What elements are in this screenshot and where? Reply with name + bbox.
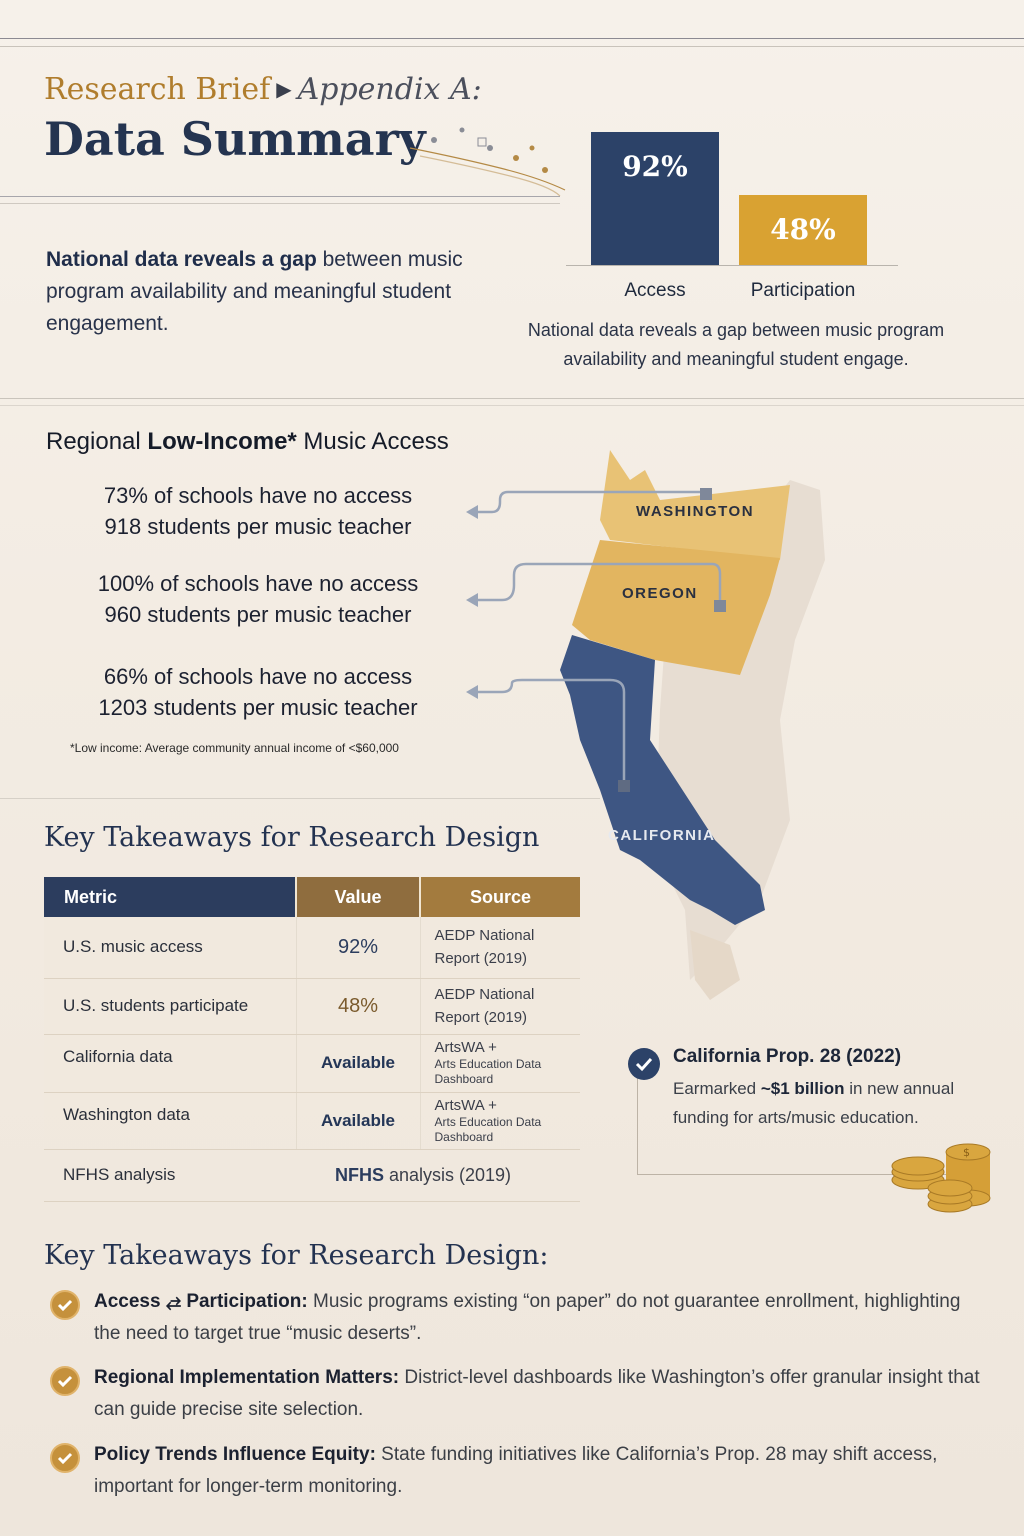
- merged-rest: analysis (2019): [383, 1164, 512, 1185]
- svg-text:$: $: [963, 1146, 970, 1159]
- metric-cell: Washington data: [44, 1092, 296, 1149]
- bar-category-label: Participation: [750, 280, 856, 301]
- table-row: [44, 1092, 580, 1149]
- state-label-washington: WASHINGTON: [636, 503, 755, 520]
- metric-cell: NFHS analysis: [44, 1149, 296, 1201]
- metrics-table: [44, 877, 580, 1202]
- regional-title-bold: Low-Income*: [147, 428, 297, 455]
- table-row: [44, 978, 580, 1034]
- takeaway-text: [94, 1286, 980, 1350]
- chart-caption: National data reveals a gap between music program availability and meaningful student engage.: [527, 320, 945, 369]
- callout-line: [637, 1070, 638, 1174]
- connector-lines: [462, 480, 732, 800]
- intro-rest: between music program availability and meaningful student engagement.: [46, 248, 463, 335]
- prop28-text: [673, 1074, 973, 1132]
- table-row: [44, 1034, 580, 1092]
- stat-line: 918 students per music teacher: [104, 514, 412, 539]
- coin-stack-icon: [888, 1140, 998, 1220]
- metric-cell: U.S. students participate: [44, 978, 296, 1034]
- takeaway-body: State funding initiatives like California’s Prop. 28 may shift access, important for longer-term monitoring.: [94, 1444, 938, 1497]
- table-header-metric: Metric: [44, 877, 296, 917]
- footnote: *Low income: Average community annual income of <$60,000: [70, 741, 399, 755]
- header-rule-secondary: [0, 203, 560, 204]
- source-sub: Arts Education Data Dashboard: [434, 1057, 542, 1086]
- value-text: 92%: [337, 935, 379, 958]
- intro-bold: National data reveals a gap: [46, 248, 317, 271]
- state-label-california: CALIFORNIA: [608, 827, 716, 844]
- section-rule-2: [0, 798, 600, 799]
- kicker-text: Research Brief: [44, 72, 271, 107]
- merged-bold: NFHS: [334, 1164, 384, 1185]
- table-header-value: Value: [296, 877, 420, 917]
- regional-title-post: Music Access: [296, 428, 449, 455]
- music-notes-icon: [400, 118, 570, 198]
- stat-california: [48, 661, 468, 723]
- table-row: [44, 917, 580, 978]
- stat-line: 66% of schools have no access: [103, 664, 413, 689]
- value-text: Available: [320, 1053, 396, 1072]
- stat-line: 960 students per music teacher: [104, 602, 412, 627]
- source-cell: [420, 1092, 580, 1149]
- section-rule: [0, 398, 1024, 399]
- source-cell: [420, 1034, 580, 1092]
- prop28-text-pre: Earmarked: [673, 1079, 761, 1098]
- stat-line: 100% of schools have no access: [97, 571, 419, 596]
- top-rule: [0, 38, 1024, 39]
- table-row: [44, 1149, 580, 1201]
- check-circle-icon: [50, 1443, 80, 1473]
- takeaway-text: [94, 1362, 980, 1426]
- value-text: 48%: [337, 994, 379, 1017]
- play-arrow-icon: ▶: [276, 77, 292, 101]
- chart-baseline: [566, 265, 898, 266]
- takeaway-bold: Access ⥄ Participation:: [94, 1291, 308, 1312]
- top-rule-secondary: [0, 46, 1024, 47]
- takeaways-title: Key Takeaways for Research Design:: [44, 1240, 549, 1271]
- merged-source-cell: [296, 1149, 580, 1201]
- kicker-appendix: Appendix A:: [297, 72, 482, 107]
- bar-value-label: 48%: [770, 213, 836, 246]
- table-section-title: Key Takeaways for Research Design: [44, 822, 540, 853]
- header-rule: [0, 196, 560, 197]
- source-sub: Arts Education Data Dashboard: [434, 1114, 542, 1144]
- source-cell: AEDP National Report (2019): [420, 917, 580, 978]
- bar-value-label: 92%: [622, 150, 688, 183]
- table-header-source: Source: [420, 877, 580, 917]
- prop28-title: California Prop. 28 (2022): [673, 1046, 902, 1067]
- source-main: ArtsWA +: [434, 1039, 497, 1056]
- source-main: ArtsWA +: [434, 1096, 497, 1114]
- bar-access: [591, 132, 719, 265]
- regional-title-pre: Regional: [46, 428, 148, 455]
- value-cell: [296, 978, 420, 1034]
- takeaway-body: District-level dashboards like Washington’s offer granular insight that can guide precise site selection.: [94, 1367, 980, 1420]
- takeaway-text: [94, 1439, 980, 1503]
- metric-cell: U.S. music access: [44, 917, 296, 978]
- state-label-oregon: OREGON: [622, 585, 698, 602]
- page-title: Data Summary: [44, 112, 426, 166]
- bar-category-label: Access: [624, 280, 686, 301]
- regional-title: [46, 428, 449, 456]
- bar-participation: [739, 195, 867, 265]
- section-rule-secondary: [0, 405, 1024, 406]
- metric-cell: California data: [44, 1034, 296, 1092]
- value-text: Available: [320, 1110, 396, 1130]
- stat-washington: [48, 480, 468, 542]
- check-circle-icon: [50, 1290, 80, 1320]
- map-baja: [690, 930, 740, 1000]
- stat-oregon: [48, 568, 468, 630]
- check-circle-icon: [628, 1048, 660, 1080]
- takeaway-bold: Regional Implementation Matters:: [94, 1367, 400, 1388]
- kicker: [44, 72, 482, 107]
- stat-line: 1203 students per music teacher: [98, 695, 418, 720]
- value-cell: [296, 1092, 420, 1149]
- value-cell: [296, 1034, 420, 1092]
- takeaway-bold: Policy Trends Influence Equity:: [94, 1444, 376, 1465]
- prop28-text-post: in new annual funding for arts/music education.: [673, 1079, 955, 1127]
- stat-line: 73% of schools have no access: [103, 483, 413, 508]
- takeaway-body: Music programs existing “on paper” do not guarantee enrollment, highlighting the need to target true “music deserts”.: [94, 1291, 961, 1344]
- prop28-amount: ~$1 billion: [760, 1079, 845, 1098]
- intro-paragraph: [46, 244, 526, 340]
- value-cell: [296, 917, 420, 978]
- check-circle-icon: [50, 1366, 80, 1396]
- source-cell: AEDP National Report (2019): [420, 978, 580, 1034]
